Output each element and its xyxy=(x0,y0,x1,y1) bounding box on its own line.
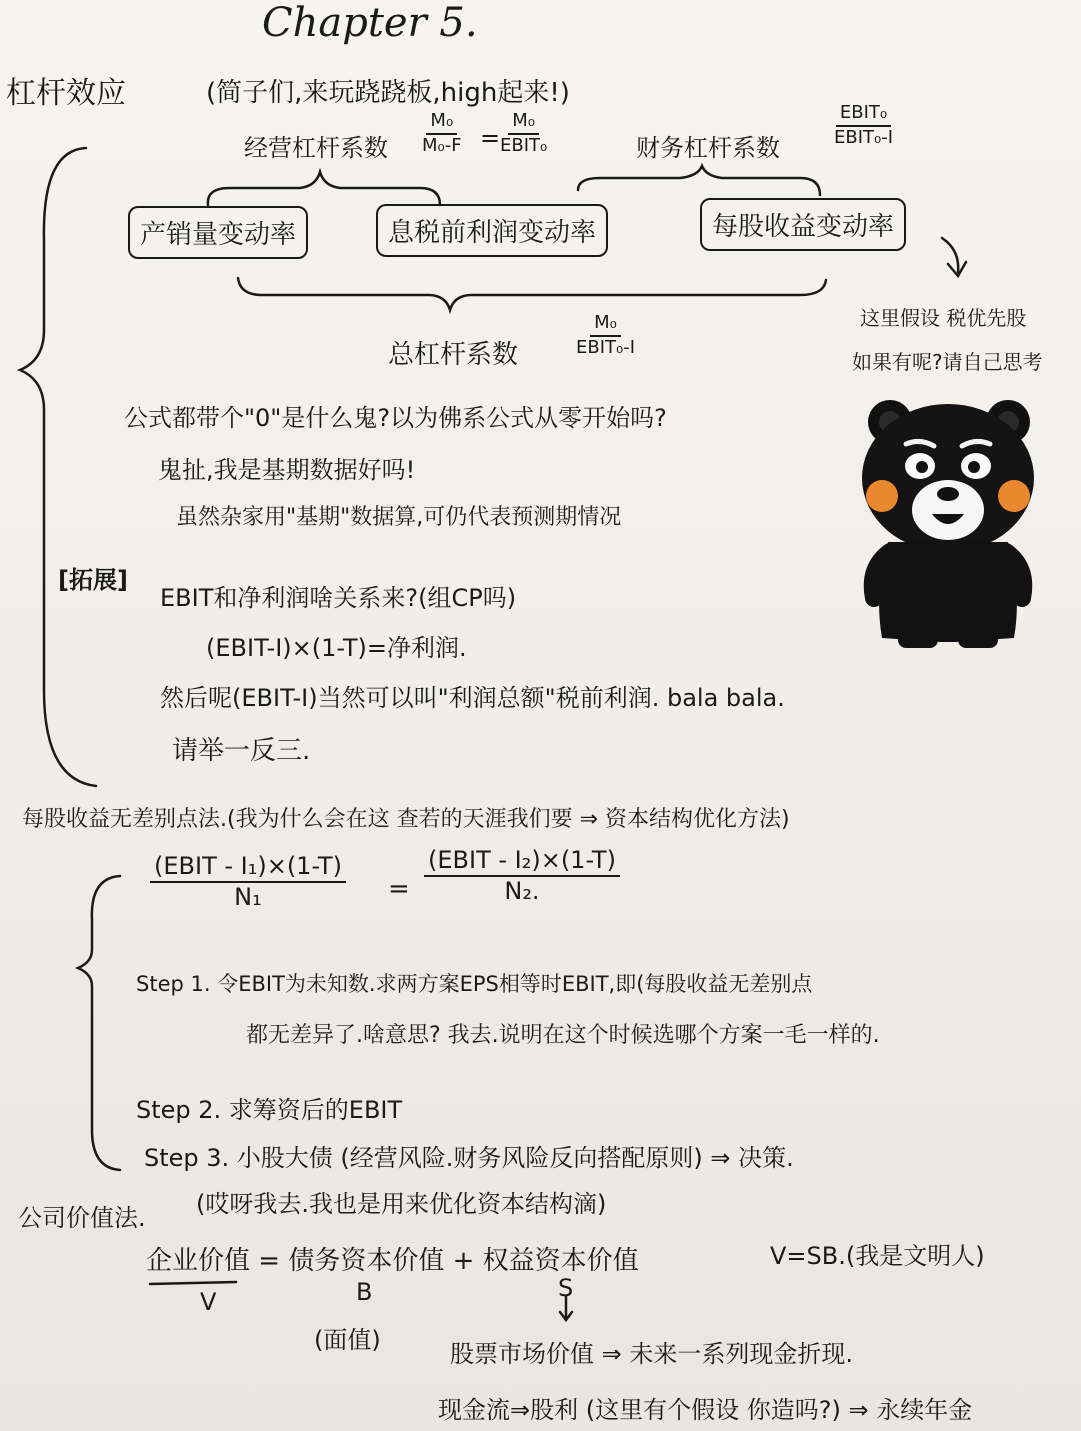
question-zero-subscript: 公式都带个"0"是什么鬼?以为佛系公式从零开始吗? xyxy=(124,404,667,432)
kumamon-bear-illustration xyxy=(848,392,1048,654)
eps-equation-sign: = xyxy=(388,874,410,904)
expand-net-income-formula: (EBIT-I)×(1-T)=净利润. xyxy=(206,634,467,662)
company-value-vsb: V=SB.(我是文明人) xyxy=(770,1242,985,1270)
operating-leverage-fraction-2: M₀ EBIT₀ xyxy=(500,110,548,156)
operating-bracket xyxy=(208,172,440,205)
company-value-heading: 公司价值法. xyxy=(18,1204,146,1232)
box-sales-change-rate: 产销量变动率 xyxy=(128,206,308,259)
eps-heading: 每股收益无差别点法.(我为什么会在这 查若的天涯我们要 ⇒ 资本结构优化方法) xyxy=(22,807,790,832)
side-note-line-1: 这里假设 税优先股 xyxy=(860,306,1027,330)
eps-step-1-line-2: 都无差异了.啥意思? 我去.说明在这个时候选哪个方案一毛一样的. xyxy=(246,1023,880,1048)
company-value-v-label: V xyxy=(200,1288,217,1316)
side-note-line-2: 如果有呢?请自己思考 xyxy=(852,350,1043,374)
total-leverage-fraction: M₀ EBIT₀-I xyxy=(576,312,636,358)
eps-brace xyxy=(78,876,120,1170)
eps-equation-left: (EBIT - I₁)×(1-T) N₁ xyxy=(150,854,346,910)
answer-base-period: 鬼扯,我是基期数据好吗! xyxy=(158,456,416,484)
chapter-title: Chapter 5. xyxy=(262,0,478,46)
expand-tag: [拓展] xyxy=(58,566,128,594)
company-value-formula: 企业价值 = 债务资本价值 + 权益资本价值 xyxy=(146,1246,639,1276)
eps-equation-right: (EBIT - I₂)×(1-T) N₂. xyxy=(424,848,620,904)
company-value-face-value: (面值) xyxy=(314,1326,381,1354)
total-leverage-label: 总杠杆系数 xyxy=(388,340,519,370)
expand-ebit-vs-net-income: EBIT和净利润啥关系来?(组CP吗) xyxy=(160,584,517,612)
operating-leverage-fraction-1: $\frac{\text{M₀}}{\text{M₀-F}}$ xyxy=(422,110,462,156)
eps-step-1-line-1: Step 1. 令EBIT为未知数.求两方案EPS相等时EBIT,即(每股收益无差别点 xyxy=(136,972,813,996)
company-value-cashflow: 现金流⇒股利 (这里有个假设 你造吗?) ⇒ 永续年金 xyxy=(438,1396,973,1424)
financial-leverage-label: 财务杠杆系数 xyxy=(636,134,780,162)
eps-step-2: Step 2. 求筹资后的EBIT xyxy=(136,1096,403,1124)
company-value-b-label: B xyxy=(356,1278,373,1306)
leverage-heading: 杠杆效应 xyxy=(6,76,126,111)
total-bracket xyxy=(238,278,826,310)
box-ebit-change-rate: 息税前利润变动率 xyxy=(376,204,608,257)
financial-leverage-fraction: EBIT₀ EBIT₀-I xyxy=(834,102,894,148)
operating-leverage-label: 经营杠杆系数 xyxy=(244,134,388,162)
company-value-s-label: S xyxy=(558,1274,574,1302)
box-eps-change-rate: 每股收益变动率 xyxy=(700,198,906,251)
financial-bracket xyxy=(578,166,820,195)
answer-forecast: 虽然杂家用"基期"数据算,可仍代表预测期情况 xyxy=(176,505,622,530)
company-value-aside: (哎呀我去.我也是用来优化资本结构滴) xyxy=(196,1190,607,1218)
operating-equals: = xyxy=(480,124,501,152)
company-value-market: 股票市场价值 ⇒ 未来一系列现金折现. xyxy=(450,1340,853,1368)
leverage-brace xyxy=(20,148,96,786)
leverage-aside: (简子们,来玩跷跷板,high起来!) xyxy=(206,78,570,108)
expand-total-profit: 然后呢(EBIT-I)当然可以叫"利润总额"税前利润. bala bala. xyxy=(160,684,785,712)
expand-infer: 请举一反三. xyxy=(172,736,311,766)
eps-step-3: Step 3. 小股大债 (经营风险.财务风险反向搭配原则) ⇒ 决策. xyxy=(144,1144,794,1172)
